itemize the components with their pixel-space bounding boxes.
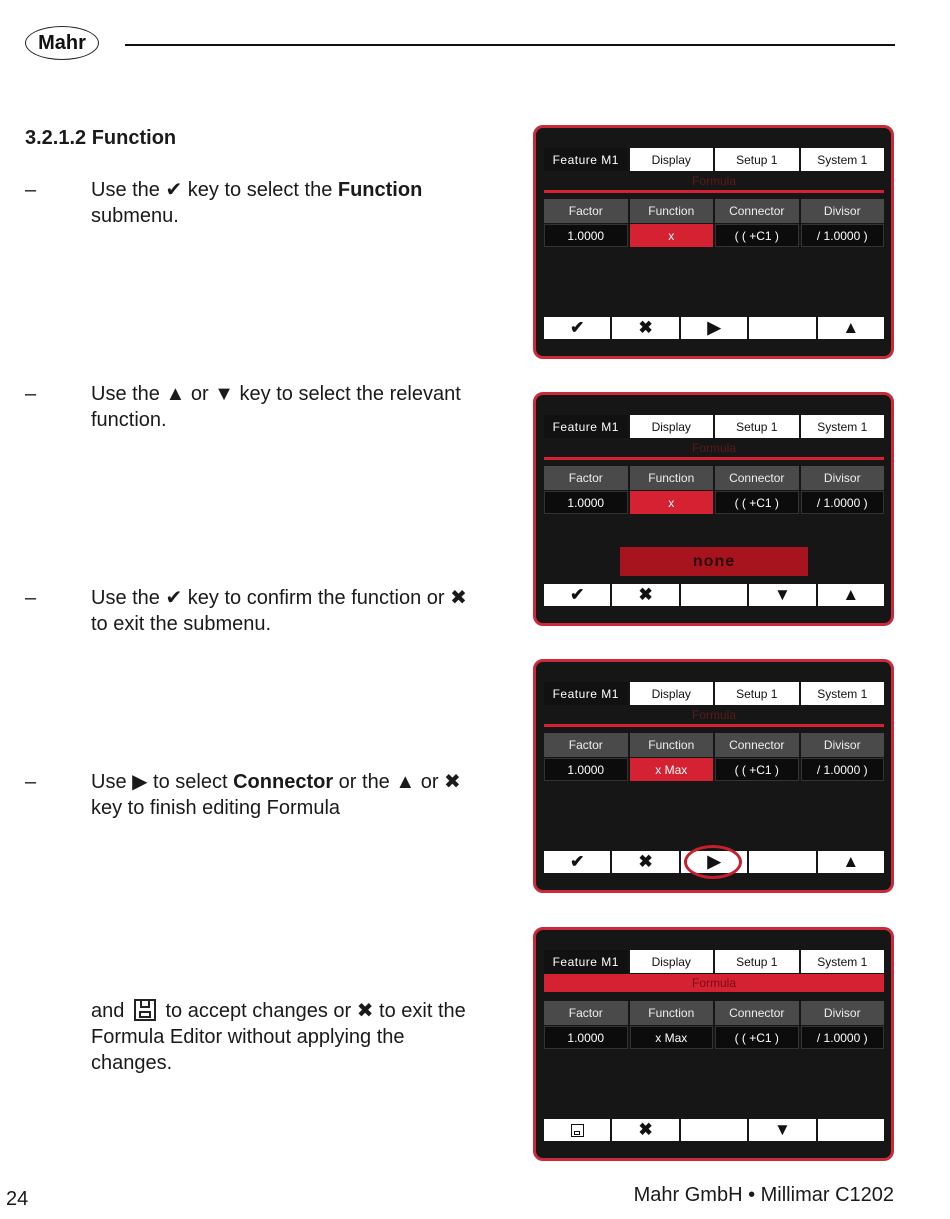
value-function[interactable]: x <box>630 491 714 514</box>
device-screen-2 <box>533 392 894 626</box>
tab-feature[interactable]: Feature M1 <box>544 148 628 171</box>
header-divisor: Divisor <box>801 733 885 757</box>
value-function[interactable]: x Max <box>630 1026 714 1049</box>
step-text: Use the ✔ key to confirm the function or ✖ to exit the submenu. <box>91 587 467 635</box>
formula-value-row <box>544 491 884 514</box>
tab-display[interactable]: Display <box>630 682 714 705</box>
formula-rule <box>544 724 884 727</box>
header-connector: Connector <box>715 733 799 757</box>
step-text-post: to accept changes or ✖ to exit the Formula Editor without applying the changes. <box>91 1000 466 1074</box>
formula-label[interactable]: Formula <box>544 974 884 992</box>
value-factor[interactable]: 1.0000 <box>544 224 628 247</box>
header-factor: Factor <box>544 466 628 490</box>
save-softkey[interactable] <box>544 1119 610 1141</box>
tab-setup[interactable]: Setup 1 <box>715 950 799 973</box>
formula-label: Formula <box>691 174 736 188</box>
arrow-up-icon[interactable]: ▲ <box>818 851 884 873</box>
value-factor[interactable]: 1.0000 <box>544 491 628 514</box>
arrow-up-icon[interactable]: ▲ <box>818 317 884 339</box>
step-text-pre: Use ▶ to select <box>91 771 234 793</box>
step-dash: – <box>25 771 37 793</box>
header-function: Function <box>630 466 714 490</box>
formula-header-row <box>544 733 884 757</box>
tab-setup[interactable]: Setup 1 <box>715 148 799 171</box>
save-icon <box>134 999 156 1021</box>
screen-tabs <box>544 950 884 973</box>
formula-value-row <box>544 758 884 781</box>
header-factor: Factor <box>544 199 628 223</box>
step-dash: – <box>25 587 37 609</box>
tab-feature[interactable]: Feature M1 <box>544 415 628 438</box>
cross-icon[interactable]: ✖ <box>612 851 678 873</box>
tab-system[interactable]: System 1 <box>801 415 885 438</box>
highlight-circle <box>684 845 742 879</box>
tab-system[interactable]: System 1 <box>801 148 885 171</box>
header-function: Function <box>630 199 714 223</box>
softkey-bar <box>544 1119 884 1141</box>
section-title: 3.2.1.2 Function <box>25 127 177 149</box>
formula-header-row <box>544 199 884 223</box>
cross-icon[interactable]: ✖ <box>612 584 678 606</box>
value-factor[interactable]: 1.0000 <box>544 758 628 781</box>
tab-setup[interactable]: Setup 1 <box>715 682 799 705</box>
value-divisor[interactable]: / 1.0000 ) <box>801 224 885 247</box>
value-divisor[interactable]: / 1.0000 ) <box>801 758 885 781</box>
tab-display[interactable]: Display <box>630 950 714 973</box>
tab-feature[interactable]: Feature M1 <box>544 950 628 973</box>
step-text: Use the ▲ or ▼ key to select the relevant function. <box>91 383 461 431</box>
play-right-icon[interactable]: ▶ <box>681 851 747 873</box>
header-connector: Connector <box>715 199 799 223</box>
mahr-logo: Mahr <box>25 26 99 60</box>
check-icon[interactable]: ✔ <box>544 584 610 606</box>
step-text <box>91 998 471 1076</box>
check-icon[interactable]: ✔ <box>544 851 610 873</box>
value-factor[interactable]: 1.0000 <box>544 1026 628 1049</box>
cross-icon[interactable]: ✖ <box>612 1119 678 1141</box>
tab-system[interactable]: System 1 <box>801 950 885 973</box>
step-text-pre: Use the ✔ key to select the <box>91 179 338 201</box>
empty-softkey[interactable] <box>749 317 815 339</box>
step-text-post: submenu. <box>91 205 179 227</box>
device-screen-1 <box>533 125 894 359</box>
tab-display[interactable]: Display <box>630 415 714 438</box>
arrow-down-icon[interactable]: ▼ <box>749 1119 815 1141</box>
formula-header-row <box>544 466 884 490</box>
step-text-pre: and <box>91 1000 125 1022</box>
device-screen-4 <box>533 927 894 1161</box>
step-text <box>91 177 471 229</box>
header-rule <box>125 44 895 46</box>
formula-label: Formula <box>691 708 736 722</box>
step-dash: – <box>25 179 37 201</box>
step-dash: – <box>25 383 37 405</box>
header-function: Function <box>630 1001 714 1025</box>
formula-header-row <box>544 1001 884 1025</box>
screen-tabs <box>544 148 884 171</box>
page-number: 24 <box>6 1188 29 1210</box>
value-connector[interactable]: ( ( +C1 ) <box>715 224 799 247</box>
step-text-post: or the ▲ or ✖ key to finish editing Formula <box>91 771 461 819</box>
empty-softkey[interactable] <box>749 851 815 873</box>
tab-system[interactable]: System 1 <box>801 682 885 705</box>
value-divisor[interactable]: / 1.0000 ) <box>801 1026 885 1049</box>
value-connector[interactable]: ( ( +C1 ) <box>715 491 799 514</box>
save-icon <box>571 1124 584 1137</box>
check-icon[interactable]: ✔ <box>544 317 610 339</box>
formula-rule <box>544 457 884 460</box>
value-function[interactable]: x <box>630 224 714 247</box>
softkey-bar <box>544 317 884 339</box>
empty-softkey[interactable] <box>818 1119 884 1141</box>
tab-display[interactable]: Display <box>630 148 714 171</box>
arrow-up-icon[interactable]: ▲ <box>818 584 884 606</box>
footer-brand: Mahr GmbH • Millimar C1202 <box>633 1184 894 1206</box>
play-right-icon[interactable]: ▶ <box>681 317 747 339</box>
arrow-down-icon[interactable]: ▼ <box>749 584 815 606</box>
header-function: Function <box>630 733 714 757</box>
tab-setup[interactable]: Setup 1 <box>715 415 799 438</box>
step-text-bold: Function <box>337 179 423 201</box>
formula-rule <box>544 190 884 193</box>
header-divisor: Divisor <box>801 199 885 223</box>
step-text <box>91 769 471 821</box>
header-connector: Connector <box>715 1001 799 1025</box>
formula-label: Formula <box>691 441 736 455</box>
step-text-bold: Connector <box>233 771 334 793</box>
screen-tabs <box>544 682 884 705</box>
tab-feature[interactable]: Feature M1 <box>544 682 628 705</box>
function-option-popup[interactable]: none <box>620 547 808 576</box>
device-screen-3 <box>533 659 894 893</box>
header-divisor: Divisor <box>801 466 885 490</box>
cross-icon[interactable]: ✖ <box>612 317 678 339</box>
formula-value-row <box>544 224 884 247</box>
header-connector: Connector <box>715 466 799 490</box>
screen-tabs <box>544 415 884 438</box>
value-function[interactable]: x Max <box>630 758 714 781</box>
empty-softkey[interactable] <box>681 1119 747 1141</box>
header-factor: Factor <box>544 733 628 757</box>
value-connector[interactable]: ( ( +C1 ) <box>715 1026 799 1049</box>
value-connector[interactable]: ( ( +C1 ) <box>715 758 799 781</box>
empty-softkey[interactable] <box>681 584 747 606</box>
header-divisor: Divisor <box>801 1001 885 1025</box>
formula-value-row <box>544 1026 884 1049</box>
header-factor: Factor <box>544 1001 628 1025</box>
value-divisor[interactable]: / 1.0000 ) <box>801 491 885 514</box>
softkey-bar <box>544 584 884 606</box>
